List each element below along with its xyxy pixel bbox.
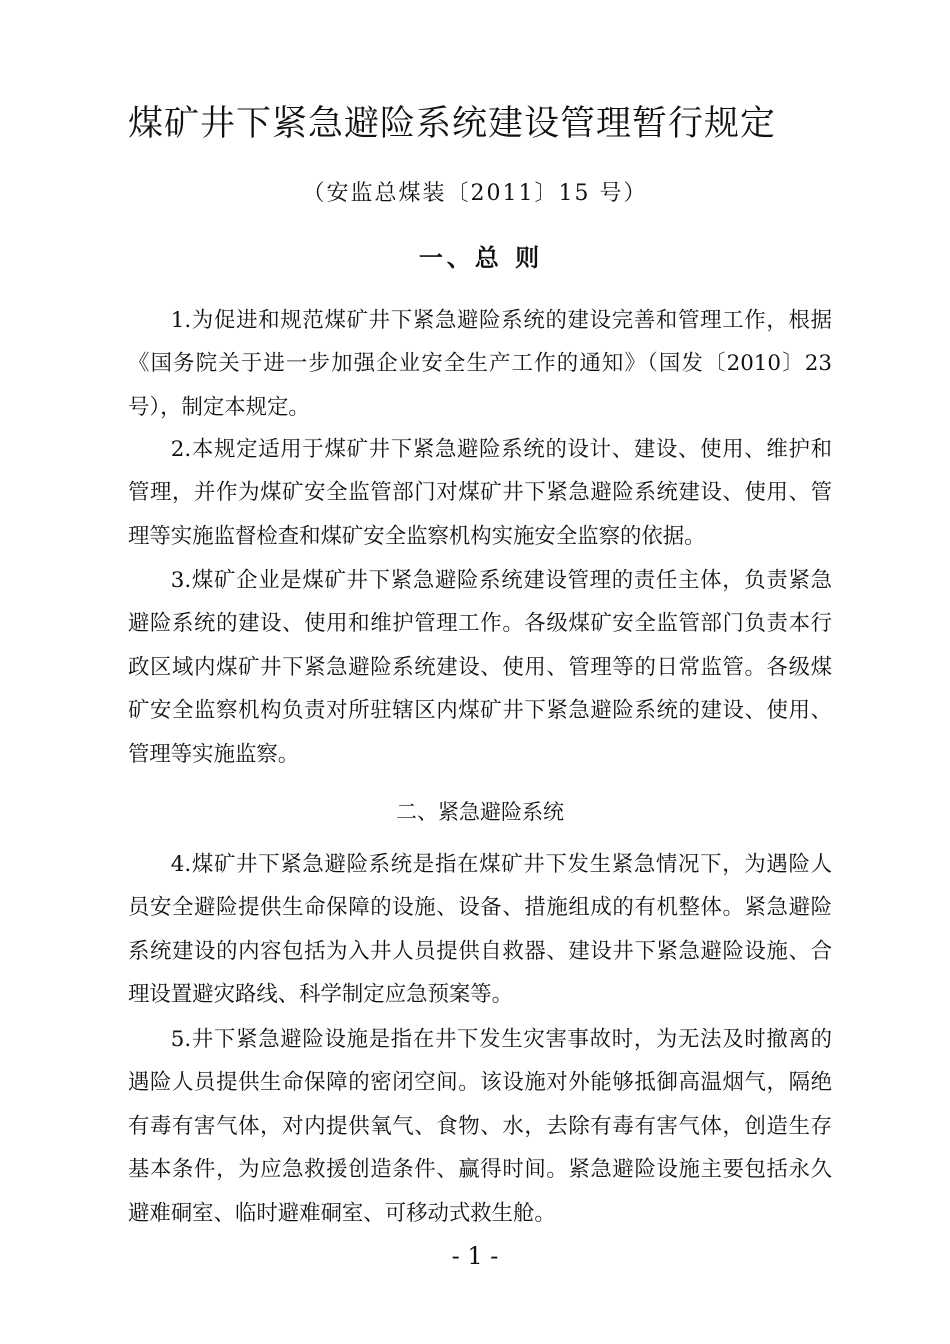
paragraph-4: 4.煤矿井下紧急避险系统是指在煤矿井下发生紧急情况下，为遇险人员安全避险提供生命保障的设施、设备、措施组成的有机整体。紧急避险系统建设的内容包括为入井人员提供自救器、建设井下紧急避险设施、合理设置避灾路线、科学制定应急预案等。 (128, 852, 832, 1008)
document-title: 煤矿井下紧急避险系统建设管理暂行规定 (128, 104, 777, 144)
document-number: （安监总煤装〔2011〕15 号） (302, 181, 648, 206)
paragraph-5: 5.井下紧急避险设施是指在井下发生灾害事故时，为无法及时撤离的遇险人员提供生命保障的密闭空间。该设施对外能够抵御高温烟气，隔绝有毒有害气体，对内提供氧气、食物、水，去除有毒有害气体，创造生存基本条件，为应急救援创造条件、赢得时间。紧急避险设施主要包括永久避难硐室、临时避难硐室、可移动式救生舱。 (128, 1027, 832, 1226)
paragraph-1: 1.为促进和规范煤矿井下紧急避险系统的建设完善和管理工作，根据《国务院关于进一步加强企业安全生产工作的通知》（国发〔2010〕23 号），制定本规定。 (128, 308, 832, 420)
paragraph-2: 2.本规定适用于煤矿井下紧急避险系统的设计、建设、使用、维护和管理，并作为煤矿安全监管部门对煤矿井下紧急避险系统建设、使用、管理等实施监督检查和煤矿安全监察机构实施安全监察的依据。 (128, 437, 832, 549)
section-heading-general: 一、总 则 (418, 243, 544, 272)
paragraph-3: 3.煤矿企业是煤矿井下紧急避险系统建设管理的责任主体，负责紧急避险系统的建设、使用和维护管理工作。各级煤矿安全监管部门负责本行政区域内煤矿井下紧急避险系统建设、使用、管理等的日常监管。各级煤矿安全监察机构负责对所驻辖区内煤矿井下紧急避险系统的建设、使用、管理等实施监察。 (128, 568, 832, 767)
page-number: - 1 - (451, 1242, 499, 1270)
section-heading-emergency-system: 二、紧急避险系统 (396, 800, 564, 824)
